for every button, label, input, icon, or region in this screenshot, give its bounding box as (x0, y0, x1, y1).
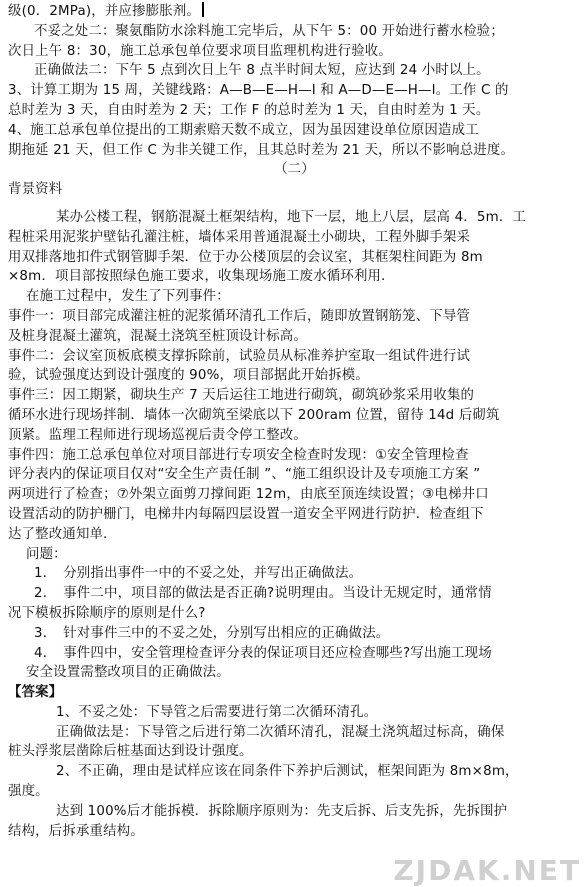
text-line-content: 不妥之处二：聚氨酯防水涂料施工完毕后，从下午 5：00 开始进行蓄水检验； (34, 23, 504, 39)
text-line (8, 624, 581, 644)
text-line (8, 180, 581, 200)
text-line (8, 525, 581, 545)
text-line (8, 160, 581, 180)
text-line-content: 问题： (26, 546, 67, 562)
text-line (8, 564, 581, 584)
text-line-content: 3、计算工期为 15 周，关键线路：A—B—E—H—I 和 A—D—E—H—I。工作 C 的 (8, 83, 509, 99)
text-line (8, 2, 581, 22)
text-line-content: 用双排落地扣件式钢管脚手架．位于办公楼顶层的会议室，其框架柱间距为 8m (8, 249, 483, 265)
text-line (8, 208, 581, 228)
text-line (8, 584, 581, 604)
text-line-content: 在施工过程中，发生了下列事件： (26, 289, 230, 305)
text-line (8, 604, 581, 624)
text-line (8, 782, 581, 802)
text-line-content: 4、施工总承包单位提出的工期索赔天数不成立，因为虽因建设单位原因造成工 (8, 122, 479, 138)
text-line-content: 某办公楼工程，钢筋混凝土框架结构，地下一层，地上八层，层高 4．5m．工 (56, 209, 527, 225)
text-line (8, 101, 581, 121)
text-line-content: （二） (274, 162, 315, 178)
text-line (8, 663, 581, 683)
text-line-content: 事件二：会议室顶板底模支撑拆除前，试验员从标准养护室取一组试件进行试 (8, 348, 471, 364)
text-line-content: 事件三：因工期紧，砌块生产 7 天后运往工地进行砌筑，砌筑砂浆采用收集的 (8, 388, 475, 404)
text-line (8, 762, 581, 782)
text-line-content: 达了整改通知单． (8, 526, 117, 542)
text-line (8, 121, 581, 141)
text-line (8, 723, 581, 743)
text-line-content: 事件四：施工总承包单位对项目部进行专项安全检查时发现：①安全管理检查 (8, 447, 469, 463)
text-line (8, 22, 581, 42)
text-line-content: 4． 事件四中，安全管理检查评分表的保证项目还应检查哪些?写出施工现场 (34, 645, 492, 661)
text-line-content: 2、不正确，理由是试样应该在同条件下养护后测试，框架间距为 8m×8m， (56, 764, 519, 780)
text-line (8, 141, 581, 161)
text-line (8, 287, 581, 307)
text-line-content: 评分表内的保证项目仅对“安全生产责任制 ”、“施工组织设计及专项施工方案 ” (8, 467, 481, 483)
text-line-content: 况下模板拆除顺序的原则是什么? (8, 605, 206, 621)
text-line-content: 2． 事件二中，项目部的做法是否正确?说明理由。当设计无规定时，通常情 (34, 586, 492, 602)
text-line (8, 347, 581, 367)
text-line-content: 正确做法二：下午 5 点到次日上午 8 点半时间太短，应达到 24 小时以上。 (34, 63, 490, 79)
text-line-content: 安全设置需整改项目的正确做法。 (26, 665, 230, 681)
text-line-content: 期拖延 21 天，但工作 C 为非关键工作，且其总时差为 21 天，所以不影响总进度。 (8, 142, 515, 158)
text-line (8, 228, 581, 248)
spacer (8, 200, 581, 208)
text-line-content: 达到 100%后才能拆模．拆除顺序原则为：先支后拆、后支先拆，先拆围护 (56, 803, 508, 819)
text-line-content: 级(0．2MPa)，并应掺膨胀剂。 (8, 4, 201, 19)
text-line-content: 背景资料 (8, 182, 63, 198)
text-line (8, 644, 581, 664)
text-line-content: 顶紧。监理工程师进行现场巡视后责令停工整改。 (8, 427, 307, 443)
text-line (8, 327, 581, 347)
text-line-content: 验，试验强度达到设计强度的 90%，项目部据此开始拆模。 (8, 368, 369, 384)
text-line (8, 802, 581, 822)
text-line-content: 结构，后拆承重结构。 (8, 823, 144, 839)
text-line (8, 267, 581, 287)
text-line (8, 703, 581, 723)
text-line-content: 循环水进行现场拌制．墙体一次砌筑至梁底以下 200ram 位置，留待 14d 后砌筑 (8, 407, 500, 423)
text-line-content: ×8m．项目部按照绿色施工要求，收集现场施工废水循环利用． (8, 269, 395, 285)
text-line (8, 366, 581, 386)
watermark: ZJDAK.NET (393, 854, 581, 887)
text-line (8, 545, 581, 565)
text-line-content: 1． 分别指出事件一中的不妥之处，并写出正确做法。 (34, 566, 363, 582)
text-line (8, 446, 581, 466)
text-line (8, 81, 581, 101)
text-line-content: 次日上午 8：30，施工总承包单位要求项目监理机构进行验收。 (8, 43, 392, 59)
text-cursor (202, 2, 204, 17)
text-line (8, 426, 581, 446)
text-line-content: 正确做法是：下导管之后进行第二次循环清孔，混凝土浇筑超过标高，确保 (56, 724, 505, 740)
text-line (8, 307, 581, 327)
text-line-content: 强度。 (8, 784, 49, 800)
text-line (8, 465, 581, 485)
text-line (8, 742, 581, 762)
text-line (8, 822, 581, 842)
text-line-content: 桩头浮浆层凿除后桩基面达到设计强度。 (8, 744, 253, 760)
text-line (8, 61, 581, 81)
text-line-content: 两项进行了检查；⑦外架立面剪刀撑间距 12m，由底至顶连续设置；③电梯井口 (8, 487, 489, 503)
document-body (8, 2, 581, 841)
text-line-content: 及桩身混凝土灌筑，混凝土浇筑至桩顶设计标高。 (8, 328, 307, 344)
text-line-content: 程桩采用泥浆护壁钻孔灌注桩，墙体采用普通混凝土小砌块，工程外脚手架采 (8, 229, 471, 245)
text-line-content: 【答案】 (8, 685, 63, 701)
text-line (8, 386, 581, 406)
text-line (8, 406, 581, 426)
text-line (8, 485, 581, 505)
text-line (8, 42, 581, 62)
text-line (8, 683, 581, 703)
text-line (8, 248, 581, 268)
text-line-content: 3． 针对事件三中的不妥之处，分别写出相应的正确做法。 (34, 625, 390, 641)
text-line-content: 1、不妥之处：下导管之后需要进行第二次循环清孔。 (56, 704, 378, 720)
text-line-content: 设置活动的防护栅门，电梯井内每隔四层设置一道安全平网进行防护．检查组下 (8, 506, 484, 522)
text-line-content: 总时差为 3 天，自由时差为 2 天；工作 F 的总时差为 1 天，自由时差为 1 天。 (8, 102, 490, 118)
text-line (8, 505, 581, 525)
text-line-content: 事件一：项目部完成灌注桩的泥浆循环清孔工作后，随即放置钢筋笼、下导管 (8, 308, 471, 324)
